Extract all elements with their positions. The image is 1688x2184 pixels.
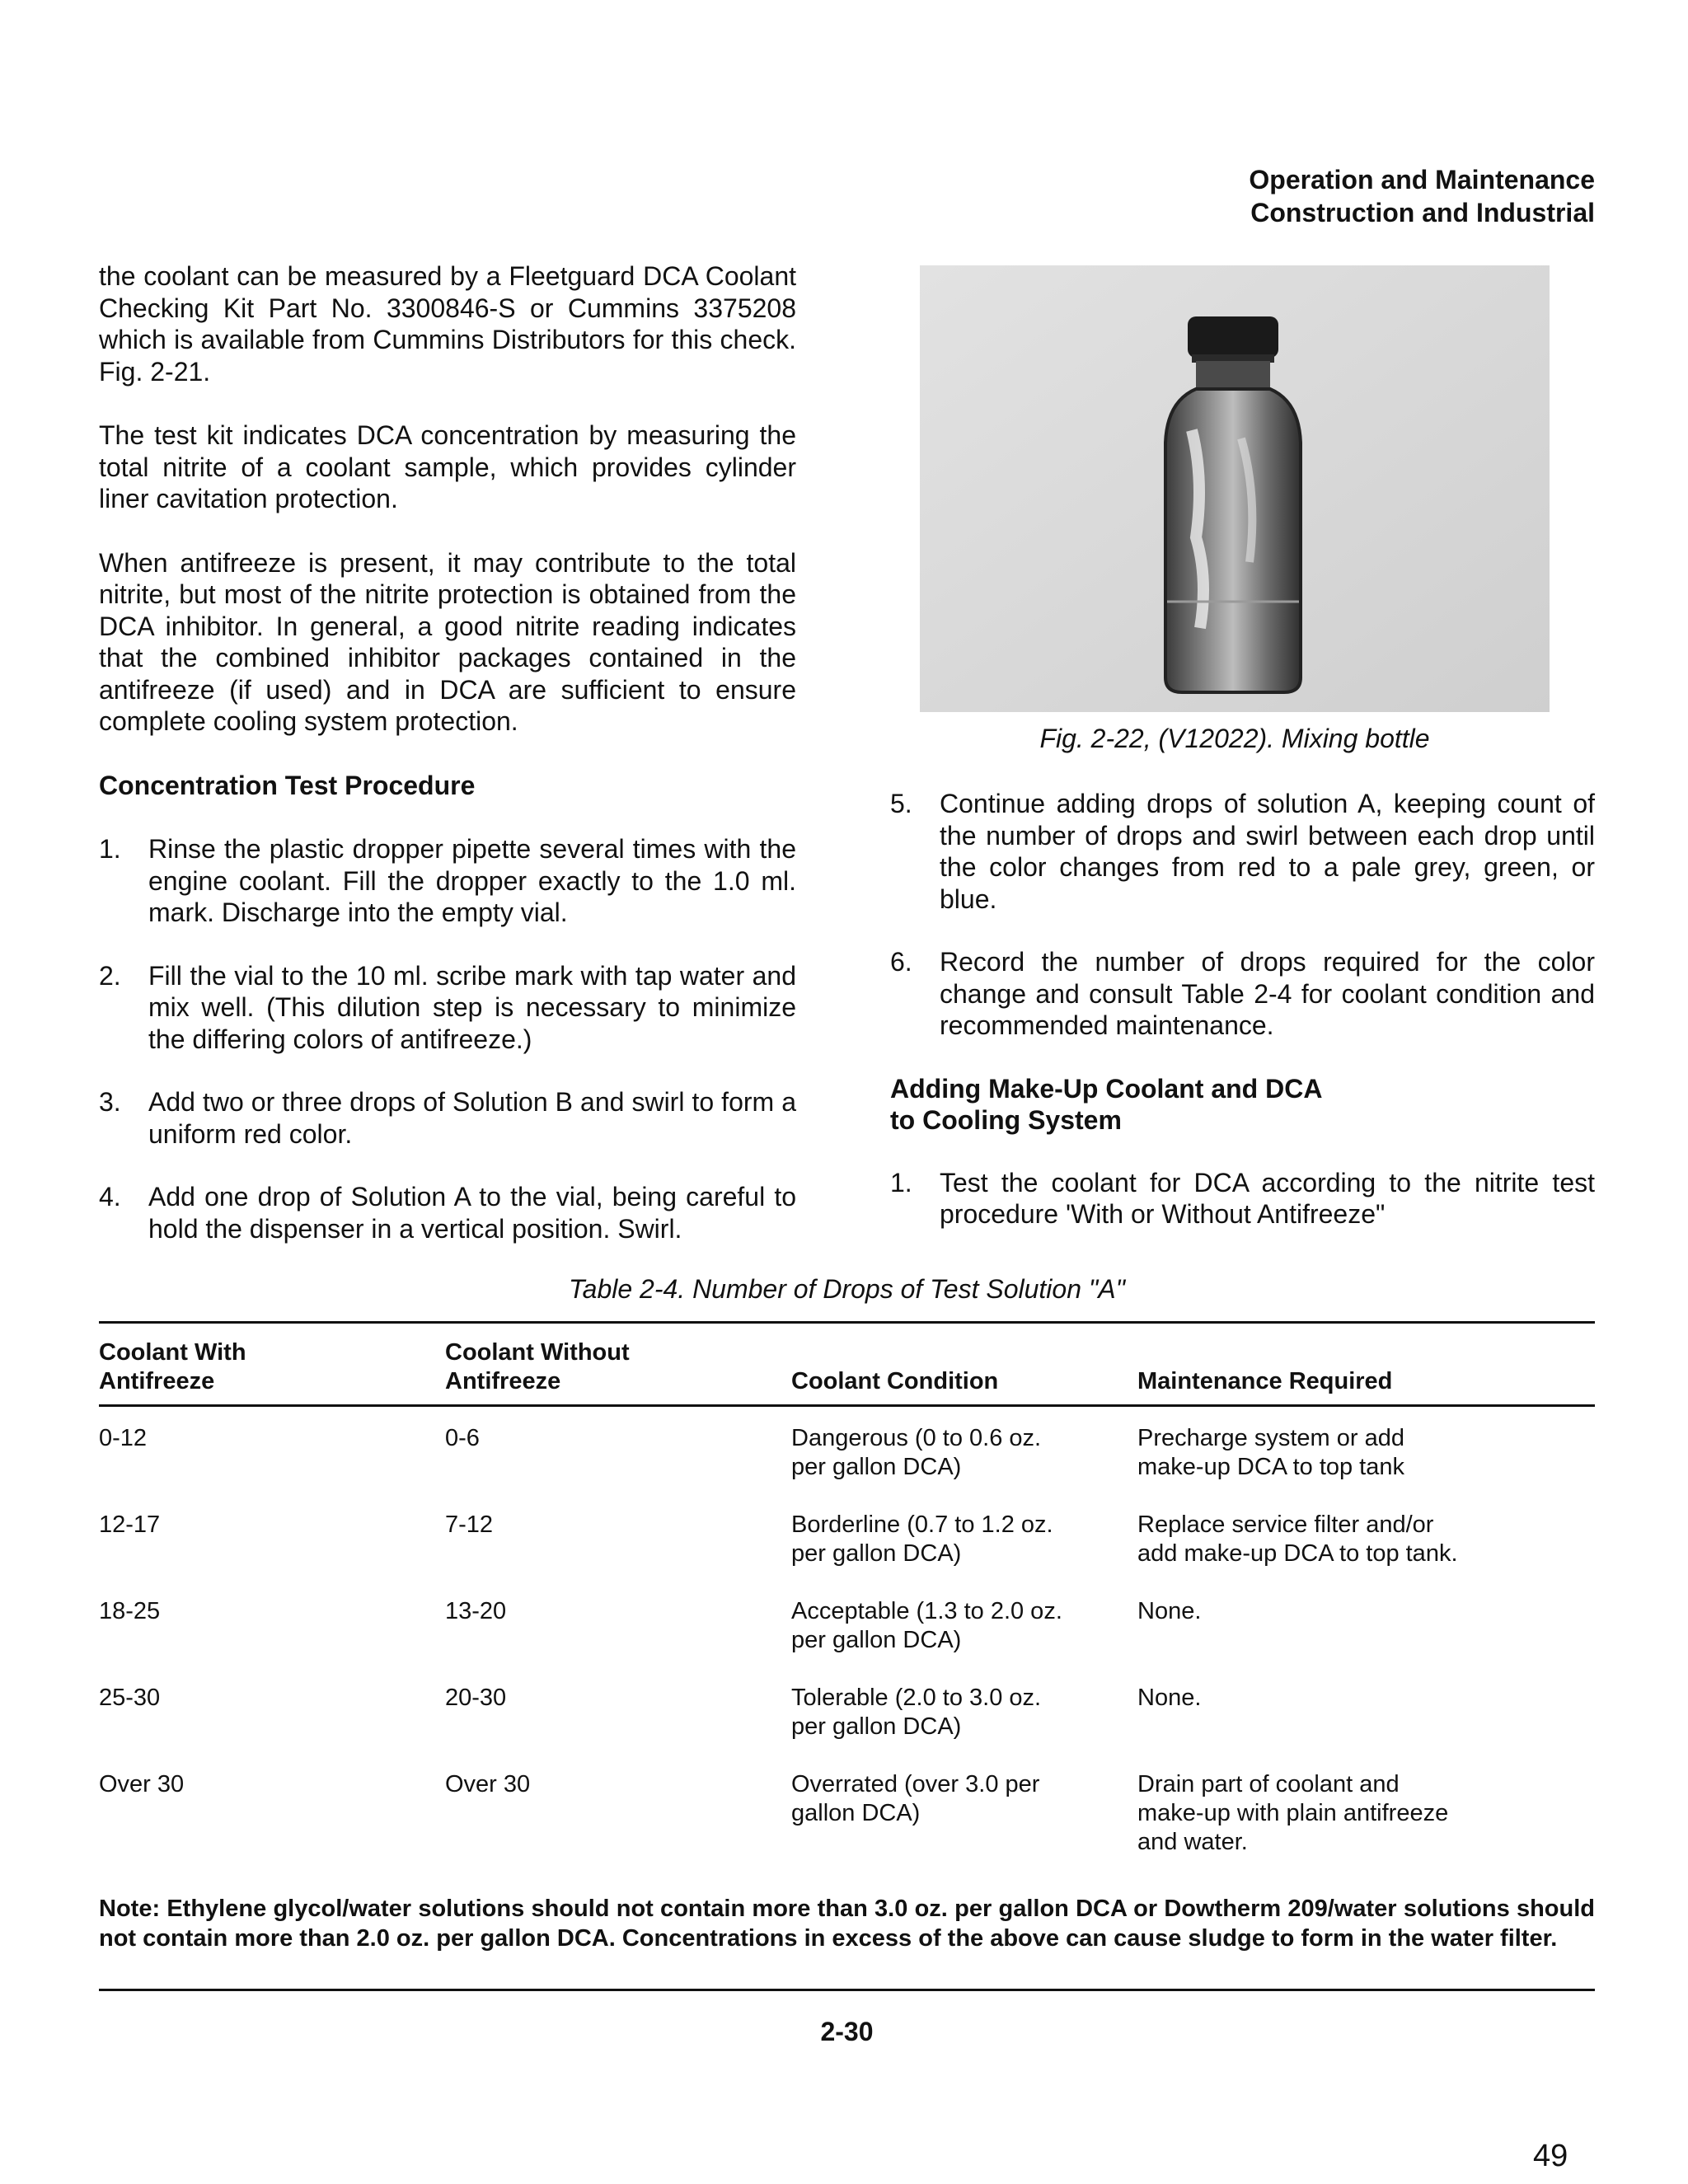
table-row xyxy=(99,1597,1595,1684)
heading-line-2: to Cooling System xyxy=(890,1105,1122,1135)
table-row xyxy=(99,1403,1595,1511)
table-cell: None. xyxy=(1137,1598,1202,1624)
table-cell: Replace service filter and/or add make-up DCA to top tank. xyxy=(1137,1511,1458,1567)
step-item xyxy=(890,1167,1595,1230)
table-cell: Over 30 xyxy=(445,1771,531,1797)
header-coolant-condition: Coolant Condition xyxy=(791,1368,999,1394)
table-row xyxy=(99,1511,1595,1597)
step-number: 1. xyxy=(99,834,121,864)
table-cell: Acceptable (1.3 to 2.0 oz. per gallon DCA) xyxy=(791,1598,1062,1653)
procedure-steps-makeup xyxy=(890,1167,1595,1230)
step-item xyxy=(99,960,796,1056)
table-cell: Tolerable (2.0 to 3.0 oz. per gallon DCA) xyxy=(791,1685,1042,1740)
step-item xyxy=(99,1181,796,1244)
step-text: Test the coolant for DCA according to the nitrite test procedure 'With or Without Antifreeze" xyxy=(940,1167,1595,1229)
step-text: Continue adding drops of solution A, keeping count of the number of drops and swirl between each drop until the color changes from red to a pale grey, green, or blue. xyxy=(940,789,1595,914)
right-column xyxy=(890,788,1595,1262)
step-number: 3. xyxy=(99,1087,121,1117)
table-cell: Drain part of coolant and make-up with plain antifreeze and water. xyxy=(1137,1771,1449,1855)
step-text: Add two or three drops of Solution B and swirl to form a uniform red color. xyxy=(148,1087,796,1149)
step-number: 6. xyxy=(890,947,912,977)
table-row xyxy=(99,1684,1595,1770)
table-cell: Dangerous (0 to 0.6 oz. per gallon DCA) xyxy=(791,1425,1042,1480)
table-cell: 18-25 xyxy=(99,1598,161,1624)
header-line-2: Construction and Industrial xyxy=(1250,198,1595,227)
step-number: 5. xyxy=(890,789,912,818)
table-note: Note: Ethylene glycol/water solutions should not contain more than 3.0 oz. per gallon DCA or Dowtherm 209/water solutions should not contain more than 2.0 oz. per gallon DCA. Concentrations in excess of the above can cause sludge to form in the water filter. xyxy=(99,1896,1595,1952)
header-coolant-with-antifreeze: Coolant With Antifreeze xyxy=(99,1339,246,1394)
table-header-row xyxy=(99,1338,1595,1403)
table-title: Table 2-4. Number of Drops of Test Solution "A" xyxy=(569,1274,1125,1304)
table-cell: 20-30 xyxy=(445,1685,507,1711)
step-text: Fill the vial to the 10 ml. scribe mark with tap water and mix well. (This dilution step is necessary to minimize the differing colors of antifreeze.) xyxy=(148,960,796,1054)
table-top-rule xyxy=(99,1321,1595,1324)
paragraph-2: The test kit indicates DCA concentration by measuring the total nitrite of a coolant sample, which provides cylinder liner cavitation protection. xyxy=(99,420,796,513)
step-number: 4. xyxy=(99,1182,121,1212)
table-cell: 12-17 xyxy=(99,1511,161,1538)
procedure-steps-right xyxy=(890,788,1595,1042)
table-cell: None. xyxy=(1137,1685,1202,1711)
step-text: Record the number of drops required for the color change and consult Table 2-4 for coolant condition and recommended maintenance. xyxy=(940,947,1595,1040)
header-maintenance-required: Maintenance Required xyxy=(1137,1368,1393,1394)
mixing-bottle-photo xyxy=(920,265,1550,712)
header-coolant-without-antifreeze: Coolant Without Antifreeze xyxy=(445,1339,630,1394)
step-item xyxy=(890,946,1595,1042)
table-cell: 0-6 xyxy=(445,1425,480,1451)
table-cell: Precharge system or add make-up DCA to top tank xyxy=(1137,1425,1404,1480)
table-row xyxy=(99,1770,1595,1886)
page-header xyxy=(1071,163,1595,229)
step-text: Add one drop of Solution A to the vial, being careful to hold the dispenser in a vertical position. Swirl. xyxy=(148,1182,796,1244)
step-item xyxy=(99,1086,796,1150)
step-number: 2. xyxy=(99,960,121,991)
table-cell: 0-12 xyxy=(99,1425,148,1451)
table-cell: 13-20 xyxy=(445,1598,507,1624)
table-cell: 25-30 xyxy=(99,1685,161,1711)
figure-caption: Fig. 2-22, (V12022). Mixing bottle xyxy=(1039,724,1430,753)
header-line-1: Operation and Maintenance xyxy=(1249,165,1595,194)
table-cell: Borderline (0.7 to 1.2 oz. per gallon DCA) xyxy=(791,1511,1053,1567)
table-cell: 7-12 xyxy=(445,1511,494,1538)
section-heading-concentration-test: Concentration Test Procedure xyxy=(99,770,476,800)
section-heading-adding-makeup xyxy=(890,1073,1595,1137)
paragraph-3: When antifreeze is present, it may contribute to the total nitrite, but most of the nitrite protection is obtained from the DCA inhibitor. In general, a good nitrite reading indicates that the combined inhibitor packages contained in the antifreeze (if used) and in DCA are sufficient to ensure complete cooling system protection. xyxy=(99,547,796,736)
heading-line-1: Adding Make-Up Coolant and DCA xyxy=(890,1073,1323,1104)
step-text: Rinse the plastic dropper pipette several times with the engine coolant. Fill the dropper exactly to the 1.0 ml. mark. Discharge into the empty vial. xyxy=(148,834,796,927)
page-number: 2-30 xyxy=(820,2017,874,2046)
table-cell: Over 30 xyxy=(99,1771,185,1797)
left-column xyxy=(99,260,796,1276)
step-item xyxy=(890,788,1595,915)
table-bottom-rule xyxy=(99,1989,1595,1991)
step-item xyxy=(99,833,796,929)
drops-table xyxy=(99,1338,1595,1886)
step-number: 1. xyxy=(890,1167,912,1197)
table-header-rule xyxy=(99,1404,1595,1407)
paragraph-1: the coolant can be measured by a Fleetguard DCA Coolant Checking Kit Part No. 3300846-S or Cummins 3375208 which is available from Cummins Distributors for this check. Fig. 2-21. xyxy=(99,261,796,387)
scan-page-number: 49 xyxy=(1533,2139,1568,2173)
procedure-steps-left xyxy=(99,833,796,1244)
bottle-illustration xyxy=(920,265,1550,712)
table-cell: Overrated (over 3.0 per gallon DCA) xyxy=(791,1771,1040,1826)
